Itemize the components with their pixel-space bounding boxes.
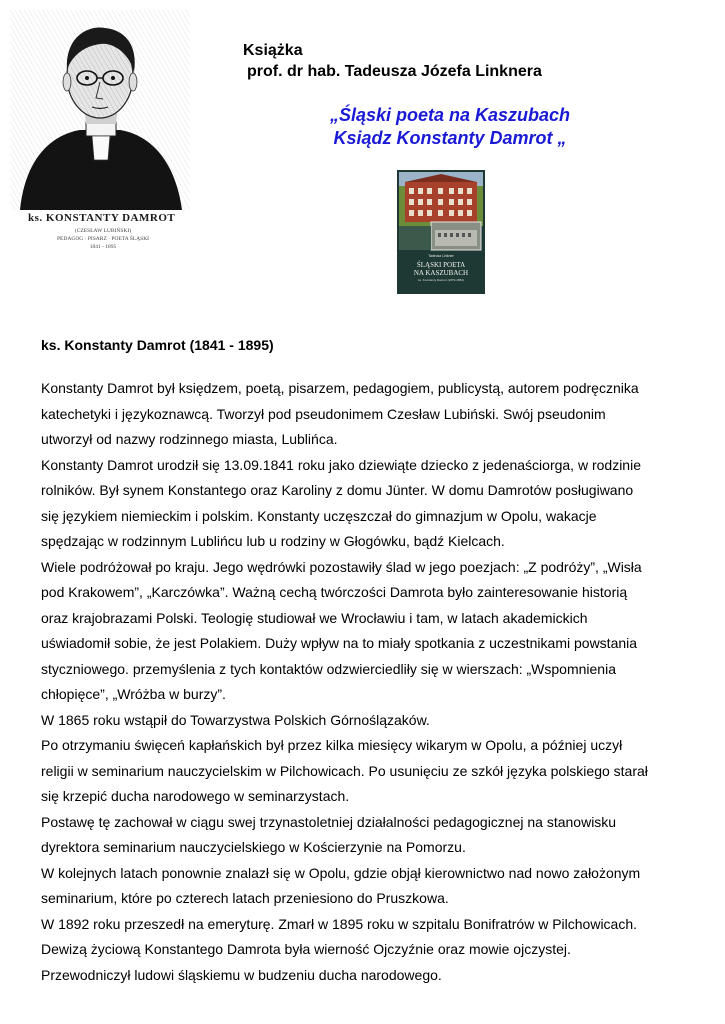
book-title <box>300 104 600 150</box>
article-line: się krzepić ducha narodowego w seminarzystach. <box>41 788 350 804</box>
article-line: pod Krakowem”, „Karczówka”. Ważną cechą twórczości Damrota było zainteresowanie historią <box>41 584 628 600</box>
article-line: Dewizą życiową Konstantego Damrota była wierność Ojczyźnie oraz mowie ojczystej. <box>41 941 571 957</box>
article-line: Konstanty Damrot urodził się 13.09.1841 roku jako dziewiąte dziecko z jedenaściorga, w rodzinie <box>41 456 641 473</box>
article-line: Konstanty Damrot był księdzem, poetą, pisarzem, pedagogiem, publicystą, autorem podręcznika <box>41 380 639 396</box>
book-cover-illustration <box>397 170 485 294</box>
article-line: Po otrzymaniu święceń kapłańskich był przez kilka miesięcy wikarym w Opolu, a później uczył <box>41 737 623 753</box>
article-line: dyrektora seminarium nauczycielskiego w Kościerzynie na Pomorzu. <box>41 839 466 855</box>
book-author: prof. dr hab. Tadeusza Józefa Linknera <box>247 63 542 80</box>
portrait-caption-description: PEDAGOG · PISARZ · POETA ŚLĄSKI <box>57 236 149 242</box>
book-cover-image <box>397 170 485 294</box>
article-line: W 1892 roku przeszedł na emeryturę. Zmarł w 1895 roku w szpitalu Bonifratrów w Pilchowicach. <box>41 915 638 932</box>
article-line: chłopięce”, „Wróżba w burzy”. <box>41 686 226 702</box>
article-line: katechetyki i językoznawcą. Tworzył pod pseudonimem Czesław Lubiński. Swój pseudonim <box>41 405 606 422</box>
cover-author: Tadeusz Linkner <box>428 254 454 258</box>
article-heading: ks. Konstanty Damrot (1841 - 1895) <box>41 337 274 353</box>
article-line: uświadomił sobie, że jest Polakiem. Duży wpływ na to miały spotkania z uczestnikami powstania <box>41 635 638 651</box>
article-line: rolników. Był synem Konstantego oraz Karoliny z domu Jünter. W domu Damrotów posługiwano <box>41 482 634 498</box>
article-line: religii w seminarium nauczycielskim w Pilchowicach. Po usunięciu ze szkół języka polskiego starał <box>41 762 648 779</box>
portrait-caption-years: 1841 - 1895 <box>89 244 117 250</box>
article-line: Wiele podróżował po kraju. Jego wędrówki pozostawiły ślad w jego poezjach: „Z podróży”, „Wisła <box>41 558 642 575</box>
cover-title-line1: ŚLĄSKI POETA <box>416 261 466 269</box>
article-line: Postawę tę zachował w ciągu swej trzynastoletniej działalności pedagogicznej na stanowisku <box>41 813 617 830</box>
book-label: Książka <box>243 42 303 59</box>
book-title-line1: „Śląski poeta na Kaszubach <box>329 105 571 125</box>
cover-title-line2: NA KASZUBACH <box>413 269 469 277</box>
book-title-line2: Ksiądz Konstanty Damrot „ <box>333 128 567 148</box>
article-line: spędzając w rodzinnym Lublińcu lub u rodziny w Głogówku, bądź Kielcach. <box>41 533 505 549</box>
book-header <box>243 40 542 82</box>
article-body <box>41 376 691 988</box>
article-line: oraz krajobrazami Polski. Teologię studiował we Wrocławiu i tam, w latach akademickich <box>41 609 588 626</box>
article-line: styczniowego. przemyślenia z tych kontaktów odzwierciedliły się w wierszach: „Wspomnienia <box>41 660 616 677</box>
portrait-caption-name: ks. KONSTANTY DAMROT <box>28 212 176 224</box>
article-line: utworzył od nazwy rodzinnego miasta, Lublińca. <box>41 431 338 447</box>
article-line: W 1865 roku wstąpił do Towarzystwa Polskich Górnoślązaków. <box>41 711 430 728</box>
article-line: Przewodniczył ludowi śląskiemu w budzeniu ducha narodowego. <box>41 966 442 983</box>
portrait-caption-pseudonym: (CZESŁAW LUBIŃSKI) <box>74 228 132 234</box>
cover-subtitle: ks. Konstanty Damrot (1879-1884) <box>418 278 464 282</box>
article-line: się językiem niemieckim i polskim. Konstanty uczęszczał do gimnazjum w Opolu, wakacje <box>41 507 597 524</box>
article-line: W kolejnych latach ponownie znalazł się w Opolu, gdzie objął kierownictwo nad nowo założonym <box>41 864 641 881</box>
article-line: seminarium, które po czterech latach przeniesiono do Pruszkowa. <box>41 890 449 906</box>
